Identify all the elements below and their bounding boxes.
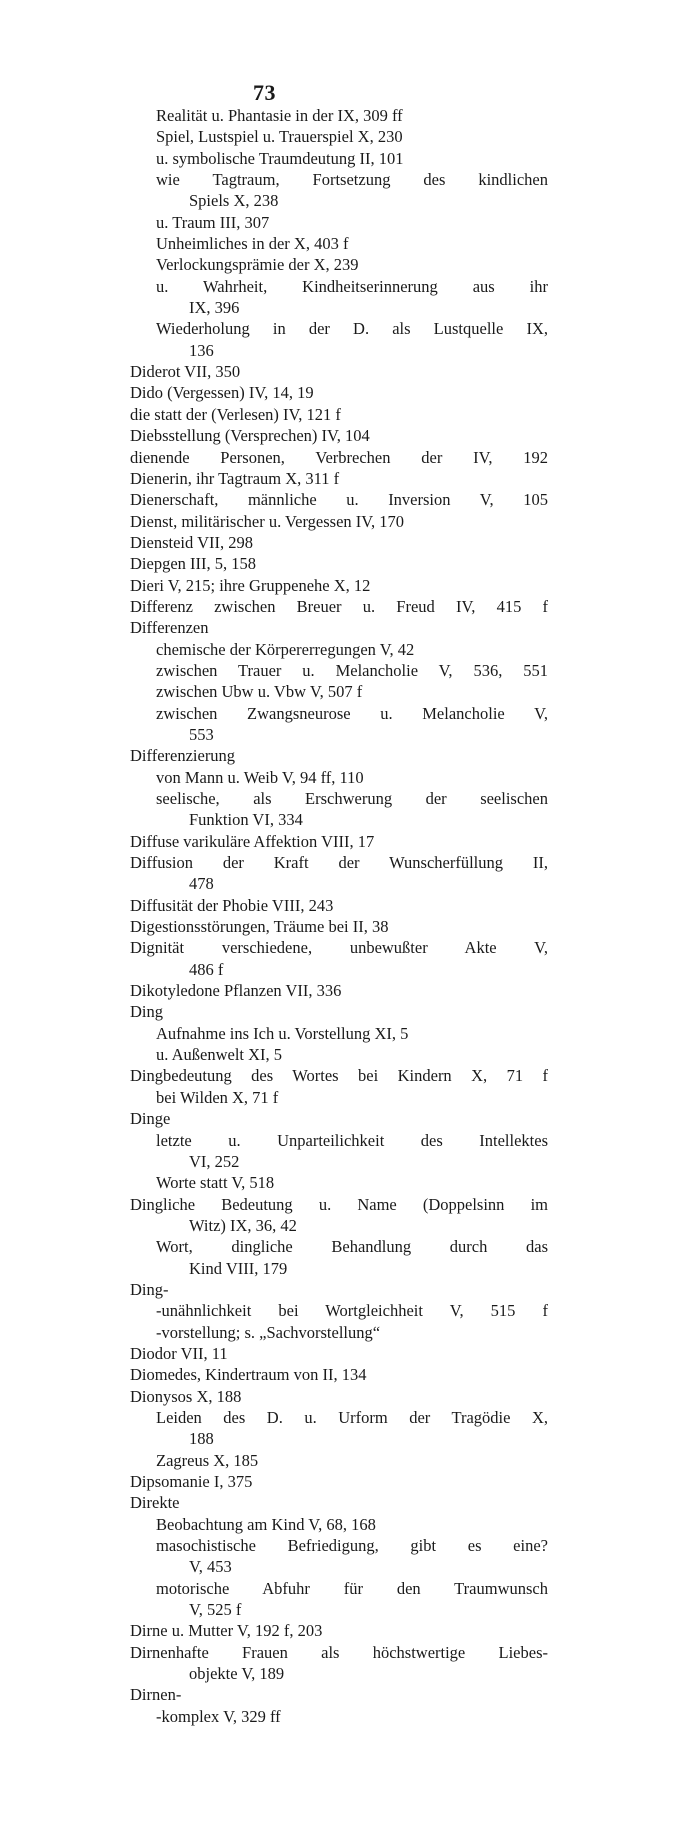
- index-subentry: u. Wahrheit, Kindheitserinnerung aus ihr: [156, 276, 548, 296]
- index-subentry: zwischen Trauer u. Melancholie V, 536, 551: [156, 660, 548, 680]
- index-entry: Differenzierung: [130, 746, 236, 766]
- index-continuation: Kind VIII, 179: [189, 1258, 288, 1278]
- index-entry: Ding: [130, 1002, 163, 1022]
- index-entry: Diodor VII, 11: [130, 1343, 228, 1363]
- index-subentry: Aufnahme ins Ich u. Vorstellung XI, 5: [156, 1023, 409, 1043]
- index-entry: Dingliche Bedeutung u. Name (Doppelsinn im: [130, 1194, 548, 1214]
- index-continuation: VI, 252: [189, 1151, 240, 1171]
- index-entry: Dionysos X, 188: [130, 1386, 242, 1406]
- index-subentry: motorische Abfuhr für den Traumwunsch: [156, 1578, 548, 1598]
- index-entry: Diffusion der Kraft der Wunscherfüllung II,: [130, 853, 548, 873]
- index-entry: Dienerschaft, männliche u. Inversion V, 105: [130, 490, 548, 510]
- index-continuation: 136: [189, 340, 214, 360]
- index-subentry: Realität u. Phantasie in der IX, 309 ff: [156, 106, 403, 125]
- index-entry: Dikotyledone Pflanzen VII, 336: [130, 981, 342, 1001]
- index-entry: Dirnen-: [130, 1685, 182, 1705]
- index-entry: Dido (Vergessen) IV, 14, 19: [130, 383, 314, 403]
- index-subentry: Leiden des D. u. Urform der Tragödie X,: [156, 1407, 548, 1427]
- index-subentry: masochistische Befriedigung, gibt es eine?: [156, 1536, 548, 1556]
- index-continuation: IX, 396: [189, 298, 240, 318]
- index-subentry: -vorstellung; s. „Sachvorstellung“: [156, 1322, 381, 1342]
- index-subentry: u. Außenwelt XI, 5: [156, 1045, 283, 1065]
- index-subentry: von Mann u. Weib V, 94 ff, 110: [156, 767, 364, 787]
- index-subentry: Spiel, Lustspiel u. Trauerspiel X, 230: [156, 127, 403, 147]
- index-entry: Dignität verschiedene, unbewußter Akte V,: [130, 938, 548, 958]
- index-subentry: Worte statt V, 518: [156, 1173, 275, 1193]
- index-subentry: Beobachtung am Kind V, 68, 168: [156, 1514, 376, 1534]
- index-continuation: objekte V, 189: [189, 1664, 285, 1684]
- index-subentry: u. symbolische Traumdeutung II, 101: [156, 148, 404, 168]
- index-entry: Dienst, militärischer u. Vergessen IV, 170: [130, 511, 405, 531]
- index-entry: Dinge: [130, 1109, 171, 1129]
- index-entry: Differenz zwischen Breuer u. Freud IV, 415 f: [130, 596, 548, 616]
- page-number: 73: [253, 80, 276, 105]
- index-entry: Diensteid VII, 298: [130, 532, 253, 552]
- index-subentry: bei Wilden X, 71 f: [156, 1087, 279, 1107]
- index-subentry: Verlockungsprämie der X, 239: [156, 255, 359, 275]
- index-subentry: Unheimliches in der X, 403 f: [156, 234, 349, 254]
- index-subentry: letzte u. Unparteilichkeit des Intellektes: [156, 1130, 548, 1150]
- index-continuation: Witz) IX, 36, 42: [189, 1215, 297, 1235]
- index-entries: [0, 105, 697, 1727]
- index-subentry: -unähnlichkeit bei Wortgleichheit V, 515 f: [156, 1301, 548, 1321]
- index-continuation: 486 f: [189, 959, 224, 979]
- index-continuation: 188: [189, 1429, 214, 1449]
- index-subentry: Wort, dingliche Behandlung durch das: [156, 1237, 548, 1257]
- index-entry: Diffusität der Phobie VIII, 243: [130, 895, 334, 915]
- index-subentry: Wiederholung in der D. als Lustquelle IX,: [156, 319, 548, 339]
- index-entry: Dirnenhafte Frauen als höchstwertige Liebes-: [130, 1642, 548, 1662]
- index-entry: Diomedes, Kindertraum von II, 134: [130, 1365, 367, 1385]
- index-continuation: V, 525 f: [189, 1600, 242, 1620]
- index-entry: Dienerin, ihr Tagtraum X, 311 f: [130, 468, 340, 488]
- index-entry: dienende Personen, Verbrechen der IV, 192: [130, 447, 548, 467]
- index-continuation: Spiels X, 238: [189, 191, 279, 211]
- index-entry: Diebsstellung (Versprechen) IV, 104: [130, 426, 370, 446]
- index-entry: Ding-: [130, 1279, 169, 1299]
- index-subentry: zwischen Ubw u. Vbw V, 507 f: [156, 682, 363, 702]
- index-entry: Digestionsstörungen, Träume bei II, 38: [130, 917, 389, 937]
- index-continuation: V, 453: [189, 1557, 232, 1577]
- index-subentry: seelische, als Erschwerung der seelischen: [156, 789, 548, 808]
- index-entry: Dieri V, 215; ihre Gruppenehe X, 12: [130, 575, 371, 595]
- index-entry: Direkte: [130, 1493, 180, 1513]
- index-entry: Dirne u. Mutter V, 192 f, 203: [130, 1621, 323, 1641]
- index-subentry: -komplex V, 329 ff: [156, 1706, 281, 1726]
- index-subentry: u. Traum III, 307: [156, 212, 270, 232]
- index-entry: Diffuse varikuläre Affektion VIII, 17: [130, 831, 375, 851]
- index-subentry: chemische der Körpererregungen V, 42: [156, 639, 415, 659]
- index-subentry: Zagreus X, 185: [156, 1450, 259, 1470]
- index-entry: Diderot VII, 350: [130, 362, 241, 382]
- index-subentry: zwischen Zwangsneurose u. Melancholie V,: [156, 703, 548, 723]
- index-continuation: 478: [189, 874, 214, 894]
- index-entry: die statt der (Verlesen) IV, 121 f: [130, 404, 341, 424]
- index-entry: Differenzen: [130, 618, 209, 638]
- index-subentry: wie Tagtraum, Fortsetzung des kindlichen: [156, 170, 548, 190]
- index-continuation: 553: [189, 724, 214, 744]
- index-entry: Dipsomanie I, 375: [130, 1472, 253, 1491]
- index-entry: Diepgen III, 5, 158: [130, 554, 257, 574]
- index-entry: Dingbedeutung des Wortes bei Kindern X, 71 f: [130, 1066, 548, 1086]
- index-continuation: Funktion VI, 334: [189, 810, 303, 830]
